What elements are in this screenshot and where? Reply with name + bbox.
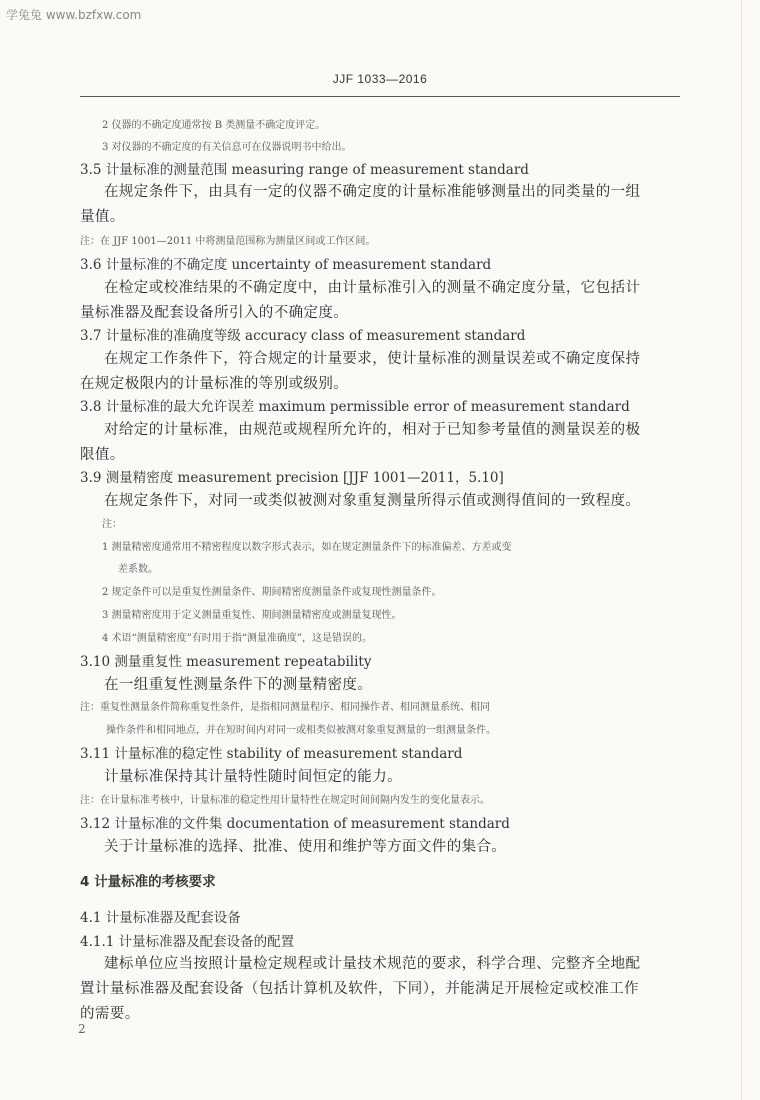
clause-heading: 4.1.1 计量标准器及配套设备的配置 bbox=[80, 934, 295, 950]
page-spine-divider bbox=[741, 0, 742, 1100]
clause-heading: 3.8 计量标准的最大允许误差 maximum permissible error of measurement standard bbox=[80, 399, 630, 415]
body-line: 对给定的计量标准，由规范或规程所允许的，相对于已知参考量值的测量误差的极 bbox=[104, 422, 641, 438]
clause-heading: 3.7 计量标准的准确度等级 accuracy class of measurement standard bbox=[80, 328, 526, 344]
site-watermark: 学兔兔 www.bzfxw.com bbox=[6, 8, 142, 22]
body-line: 在规定工作条件下，符合规定的计量要求，使计量标准的测量误差或不确定度保持 bbox=[104, 351, 641, 367]
note-line: 4 术语“测量精密度”有时用于指“测量准确度”，这是错误的。 bbox=[102, 633, 372, 644]
body-line: 在规定极限内的计量标准的等别或级别。 bbox=[80, 376, 349, 392]
body-line: 在检定或校准结果的不确定度中，由计量标准引入的测量不确定度分量，它包括计 bbox=[104, 280, 641, 296]
body-line: 关于计量标准的选择、批准、使用和维护等方面文件的集合。 bbox=[104, 839, 507, 855]
body-line: 计量标准保持其计量特性随时间恒定的能力。 bbox=[104, 769, 402, 785]
body-line: 的需要。 bbox=[80, 1006, 140, 1022]
clause-heading: 3.9 测量精密度 measurement precision [JJF 1001—2011，5.10] bbox=[80, 470, 504, 486]
note-line: 注：重复性测量条件简称重复性条件，是指相同测量程序、相同操作者、相同测量系统、相同 bbox=[80, 702, 490, 713]
note-line: 3 测量精密度用于定义测量重复性、期间测量精密度或测量复现性。 bbox=[102, 610, 402, 621]
note-line: 2 仪器的不确定度通常按 B 类测量不确定度评定。 bbox=[102, 120, 326, 131]
clause-heading: 3.6 计量标准的不确定度 uncertainty of measurement standard bbox=[80, 257, 492, 273]
clause-heading: 3.5 计量标准的测量范围 measuring range of measurement standard bbox=[80, 162, 529, 178]
note-line: 2 规定条件可以是重复性测量条件、期间精密度测量条件或复现性测量条件。 bbox=[102, 587, 442, 598]
note-line: 3 对仪器的不确定度的有关信息可在仪器说明书中给出。 bbox=[102, 142, 352, 153]
body-line: 在一组重复性测量条件下的测量精密度。 bbox=[104, 677, 373, 693]
page-number: 2 bbox=[78, 1022, 86, 1036]
clause-heading: 3.12 计量标准的文件集 documentation of measurement standard bbox=[80, 816, 510, 832]
section-heading: 4 计量标准的考核要求 bbox=[80, 874, 216, 890]
clause-heading: 4.1 计量标准器及配套设备 bbox=[80, 910, 241, 926]
header-rule bbox=[80, 96, 680, 97]
note-line: 注： bbox=[102, 519, 122, 530]
clause-heading: 3.11 计量标准的稳定性 stability of measurement standard bbox=[80, 746, 463, 762]
body-line: 限值。 bbox=[80, 447, 125, 463]
body-line: 在规定条件下，由具有一定的仪器不确定度的计量标准能够测量出的同类量的一组 bbox=[104, 184, 641, 200]
note-line: 操作条件和相同地点，并在短时间内对同一或相类似被测对象重复测量的一组测量条件。 bbox=[106, 725, 496, 736]
body-line: 置计量标准器及配套设备（包括计算机及软件，下同），并能满足开展检定或校准工作 bbox=[80, 981, 639, 997]
body-line: 建标单位应当按照计量检定规程或计量技术规范的要求，科学合理、完整齐全地配 bbox=[104, 956, 641, 972]
note-line: 注：在计量标准考核中，计量标准的稳定性用计量特性在规定时间间隔内发生的变化量表示。 bbox=[80, 795, 490, 806]
body-line: 在规定条件下，对同一或类似被测对象重复测量所得示值或测得值间的一致程度。 bbox=[104, 493, 641, 509]
note-line: 1 测量精密度通常用不精密程度以数字形式表示，如在规定测量条件下的标准偏差、方差或变 bbox=[102, 542, 512, 553]
page-header: JJF 1033—2016 bbox=[332, 72, 428, 86]
note-line: 注：在 JJF 1001—2011 中将测量范围称为测量区间或工作区间。 bbox=[80, 236, 376, 247]
body-line: 量标准器及配套设备所引入的不确定度。 bbox=[80, 305, 349, 321]
note-line: 差系数。 bbox=[118, 564, 158, 575]
clause-heading: 3.10 测量重复性 measurement repeatability bbox=[80, 654, 372, 670]
body-line: 量值。 bbox=[80, 209, 125, 225]
